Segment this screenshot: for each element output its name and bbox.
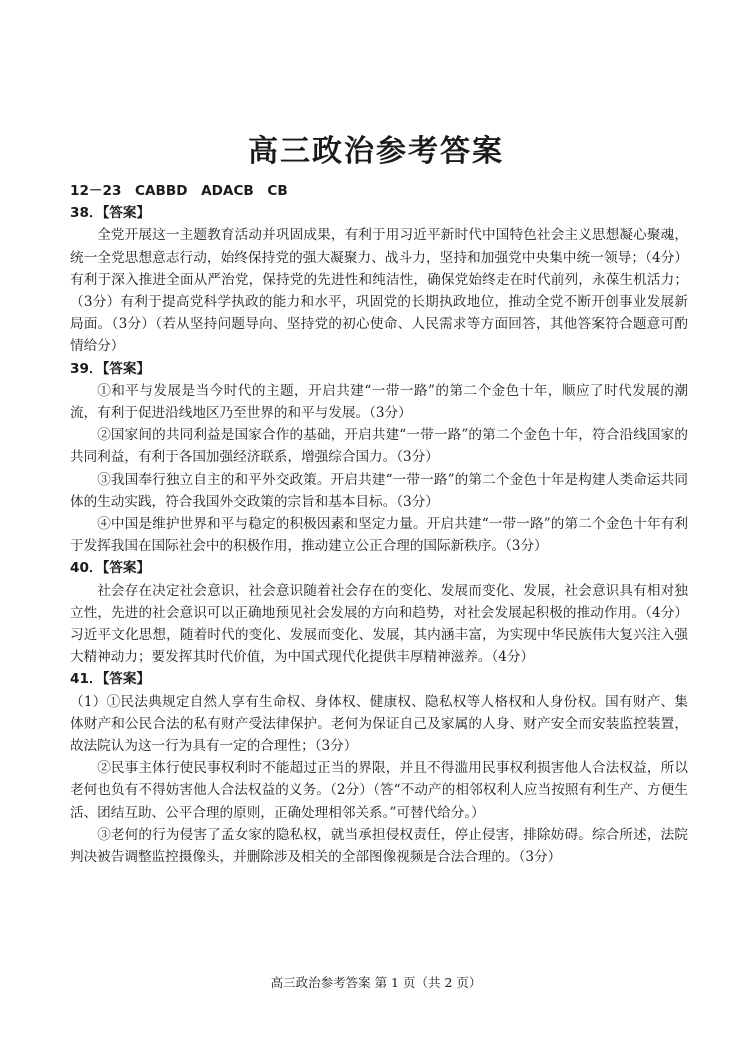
q39-point-3: ③我国奉行独立自主的和平外交政策。开启共建“一带一路”的第二个金色十年是构建人类命运共同体的生动实践，符合我国外交政策的宗旨和基本目标。（3分） — [70, 471, 688, 510]
mcq-answers: 12－23 CABBD ADACB CB — [70, 183, 288, 199]
q41-heading: 41．【答案】 — [70, 671, 151, 688]
page-footer: 高三政治参考答案 第 1 页（共 2 页） — [270, 975, 482, 990]
page-title: 高三政治参考答案 — [248, 134, 504, 169]
q38-paragraph: 全党开展这一主题教育活动并巩固成果，有利于用习近平新时代中国特色社会主义思想凝心聚魂，统一全党思想意志行动，始终保持党的强大凝聚力、战斗力，坚持和加强党中央集中统一领导；（4分）有利于深入推进全面从严治党，保持党的先进性和纯洁性，确保党始终走在时代前列，永葆生机活力；（3分）有利于提高党科学执政的能力和水平，巩固党的长期执政地位，推动全党不断开创事业发展新局面。（3分）（若从坚持问题导向、坚持党的初心使命、人民需求等方面回答，其他答案符合题意可酌情给分） — [70, 227, 688, 355]
q38-heading: 38．【答案】 — [70, 205, 151, 222]
answer-content — [70, 180, 688, 868]
q39-heading: 39．【答案】 — [70, 360, 151, 377]
q41-point-1: （1）①民法典规定自然人享有生命权、身体权、健康权、隐私权等人格权和人身份权。国有财产、集体财产和公民合法的私有财产受法律保护。老何为保证自己及家属的人身、财产安全而安装监控装置，故法院认为这一行为具有一定的合理性；（3分） — [70, 693, 688, 755]
q40-heading: 40．【答案】 — [70, 560, 151, 577]
q41-point-3: ③老何的行为侵害了孟女家的隐私权，就当承担侵权责任，停止侵害，排除妨碍。综合所述，法院判决被告调整监控摄像头，并删除涉及相关的全部图像视频是合法合理的。（3分） — [70, 826, 688, 866]
q39-point-4: ④中国是维护世界和平与稳定的积极因素和坚定力量。开启共建“一带一路”的第二个金色十年有利于发挥我国在国际社会中的积极作用，推动建立公正合理的国际新秩序。（3分） — [70, 516, 688, 555]
q41-point-2: ②民事主体行使民事权利时不能超过正当的界限，并且不得滥用民事权利损害他人合法权益，所以老何也负有不得妨害他人合法权益的义务。（2分）（答“不动产的相邻权利人应当按照有利生产、方便生活、团结互助、公平合理的原则，正确处理相邻关系。”可替代给分。） — [70, 760, 688, 821]
q40-paragraph: 社会存在决定社会意识，社会意识随着社会存在的变化、发展而变化、发展，社会意识具有相对独立性，先进的社会意识可以正确地预见社会发展的方向和趋势，对社会发展起积极的推动作用。（4分）习近平文化思想，随着时代的变化、发展而变化、发展，其内涵丰富，为实现中华民族伟大复兴注入强大精神动力；要发挥其时代价值，为中国式现代化提供丰厚精神滋养。（4分） — [70, 582, 688, 666]
q39-point-1: ①和平与发展是当今时代的主题，开启共建“一带一路”的第二个金色十年，顺应了时代发展的潮流，有利于促进沿线地区乃至世界的和平与发展。（3分） — [70, 382, 688, 422]
q39-point-2: ②国家间的共同利益是国家合作的基础，开启共建“一带一路”的第二个金色十年，符合沿线国家的共同利益，有利于各国加强经济联系，增强综合国力。（3分） — [70, 427, 688, 466]
